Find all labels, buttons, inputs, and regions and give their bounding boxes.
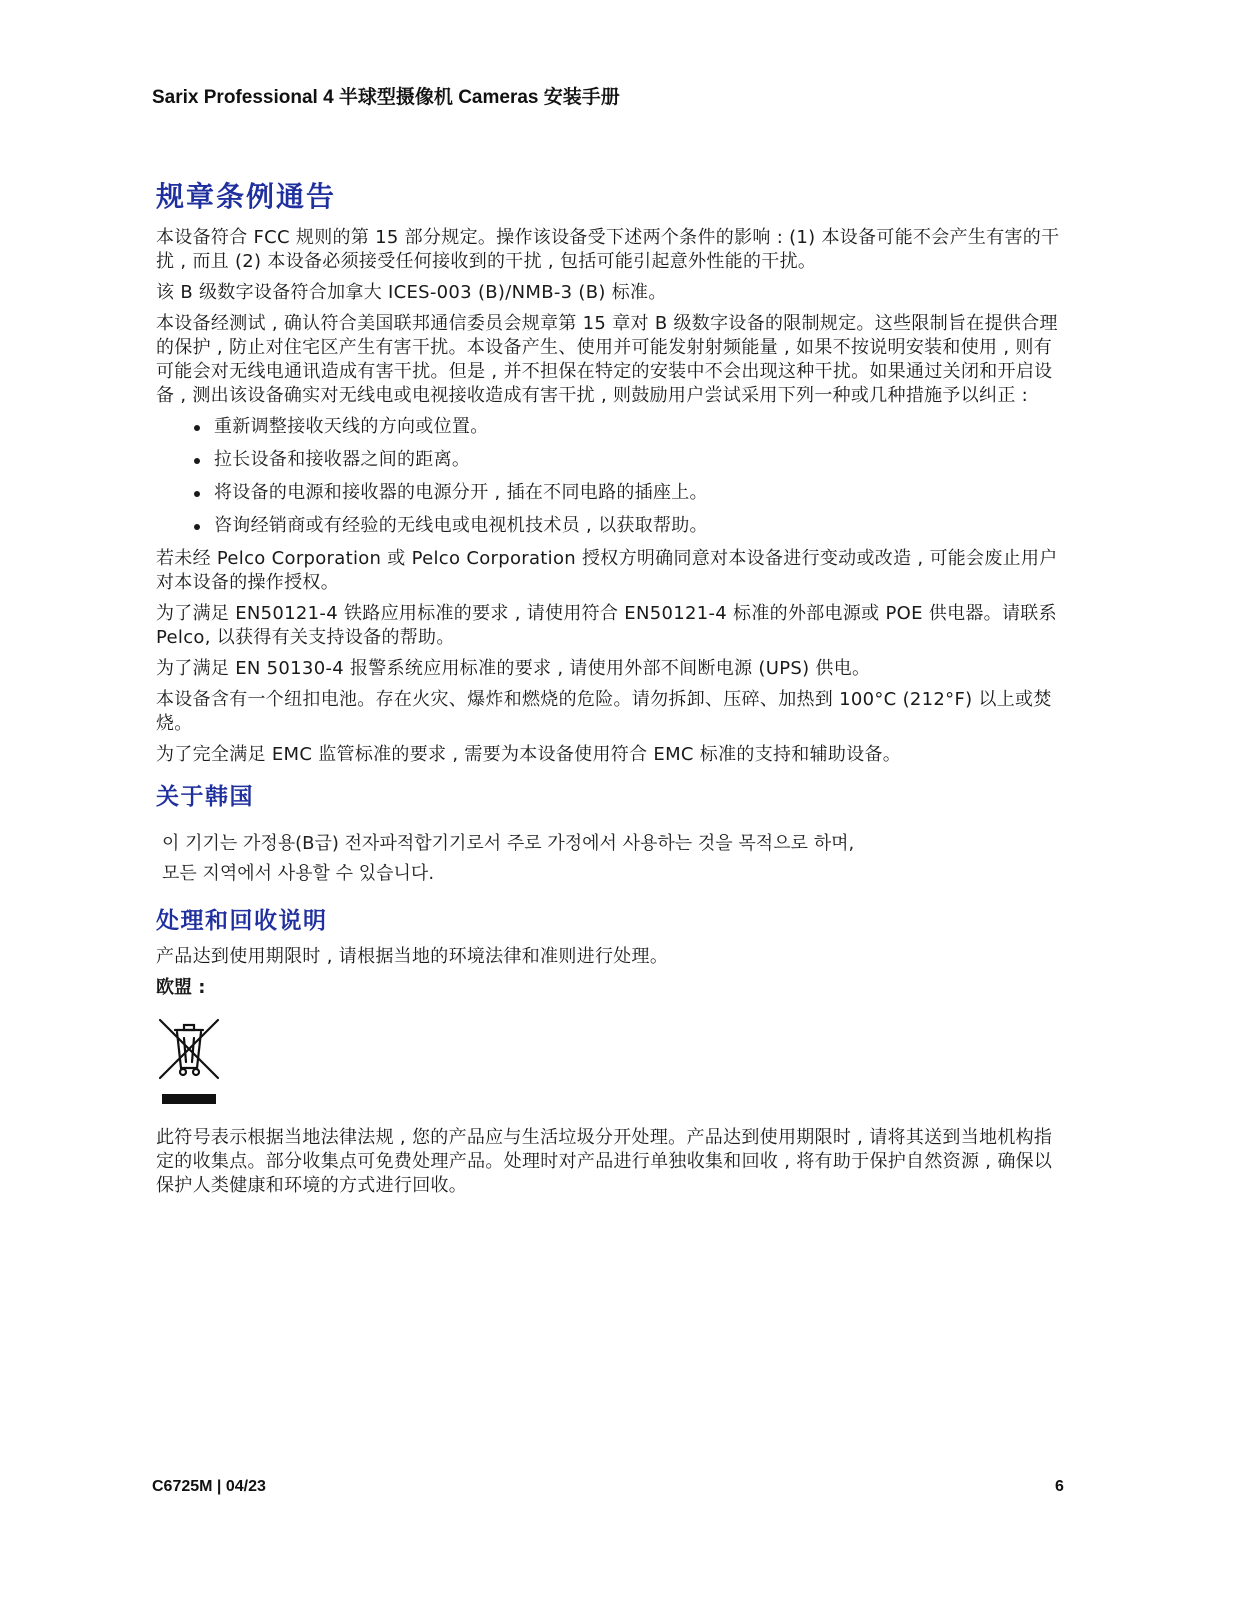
disposal-paragraph: 产品达到使用期限时 , 请根据当地的环境法律和准则进行处理。 <box>156 946 669 967</box>
eu-label: 欧盟 : <box>156 977 206 998</box>
korea-line-1: 이 기기는 가정용(B급) 전자파적합기기로서 주로 가정에서 사용하는 것을 목적으로 하며, <box>162 833 855 854</box>
fcc-limits-paragraph: 本设备经测试 , 确认符合美国联邦通信委员会规章第 15 章对 B 级数字设备的限制规定。这些限制旨在提供合理的保护 , 防止对住宅区产生有害干扰。本设备产生、使用并可能发射射频能量 , 如果不按说明安装和使用 , 则有可能会对无线电通讯造成有害干扰。但是 , 并不担保在特定的安装中不会出现这种干扰。如果通过关闭和开启设备 , 测出该设备确实对无线电或电视接收造成有害干扰 , 则鼓励用户尝试采用下列一种或几种措施予以纠正 : <box>156 313 1058 406</box>
disposal-heading: 处理和回收说明 <box>156 908 328 934</box>
korea-heading: 关于韩国 <box>156 784 254 810</box>
weee-paragraph: 此符号表示根据当地法律法规 , 您的产品应与生活垃圾分开处理。产品达到使用期限时 , 请将其送到当地机构指定的收集点。部分收集点可免费处理产品。处理时对产品进行单独收集和回收 , 将有助于保护自然资源 , 确保以保护人类健康和环境的方式进行回收。 <box>156 1127 1053 1196</box>
list-item: 将设备的电源和接收器的电源分开 , 插在不同电路的插座上。 <box>214 481 1061 505</box>
modification-paragraph: 若未经 Pelco Corporation 或 Pelco Corporation 授权方明确同意对本设备进行变动或改造 , 可能会废止用户对本设备的操作授权。 <box>156 548 1058 593</box>
weee-crossed-bin-icon <box>156 1016 222 1108</box>
page-content <box>156 178 1061 1205</box>
regulatory-heading: 规章条例通告 <box>156 180 337 213</box>
emc-paragraph: 为了完全满足 EMC 监管标准的要求 , 需要为本设备使用符合 EMC 标准的支持和辅助设备。 <box>156 744 902 765</box>
alarm-paragraph: 为了满足 EN 50130-4 报警系统应用标准的要求 , 请使用外部不间断电源 (UPS) 供电。 <box>156 658 871 679</box>
list-item: 重新调整接收天线的方向或位置。 <box>214 415 1061 439</box>
ices-paragraph: 该 B 级数字设备符合加拿大 ICES-003 (B)/NMB-3 (B) 标准。 <box>156 282 667 303</box>
korea-notice <box>162 829 1061 889</box>
remedy-list <box>156 415 1061 538</box>
fcc-paragraph: 本设备符合 FCC 规则的第 15 部分规定。操作该设备受下述两个条件的影响 : (1) 本设备可能不会产生有害的干扰 , 而且 (2) 本设备必须接受任何接收到的干扰 , 包括可能引起意外性能的干扰。 <box>156 227 1060 272</box>
footer-page-number: 6 <box>1055 1478 1064 1495</box>
railway-paragraph: 为了满足 EN50121-4 铁路应用标准的要求 , 请使用符合 EN50121-4 标准的外部电源或 POE 供电器。请联系 Pelco, 以获得有关支持设备的帮助。 <box>156 603 1057 648</box>
list-item: 拉长设备和接收器之间的距离。 <box>214 448 1061 472</box>
running-header: Sarix Professional 4 半球型摄像机 Cameras 安装手册 <box>152 87 620 108</box>
list-item: 咨询经销商或有经验的无线电或电视机技术员 , 以获取帮助。 <box>214 514 1061 538</box>
korea-line-2: 모든 지역에서 사용할 수 있습니다. <box>162 863 435 884</box>
footer-doc-code: C6725M | 04/23 <box>152 1478 266 1495</box>
battery-paragraph: 本设备含有一个纽扣电池。存在火灾、爆炸和燃烧的危险。请勿拆卸、压碎、加热到 100°C (212°F) 以上或焚烧。 <box>156 689 1052 734</box>
